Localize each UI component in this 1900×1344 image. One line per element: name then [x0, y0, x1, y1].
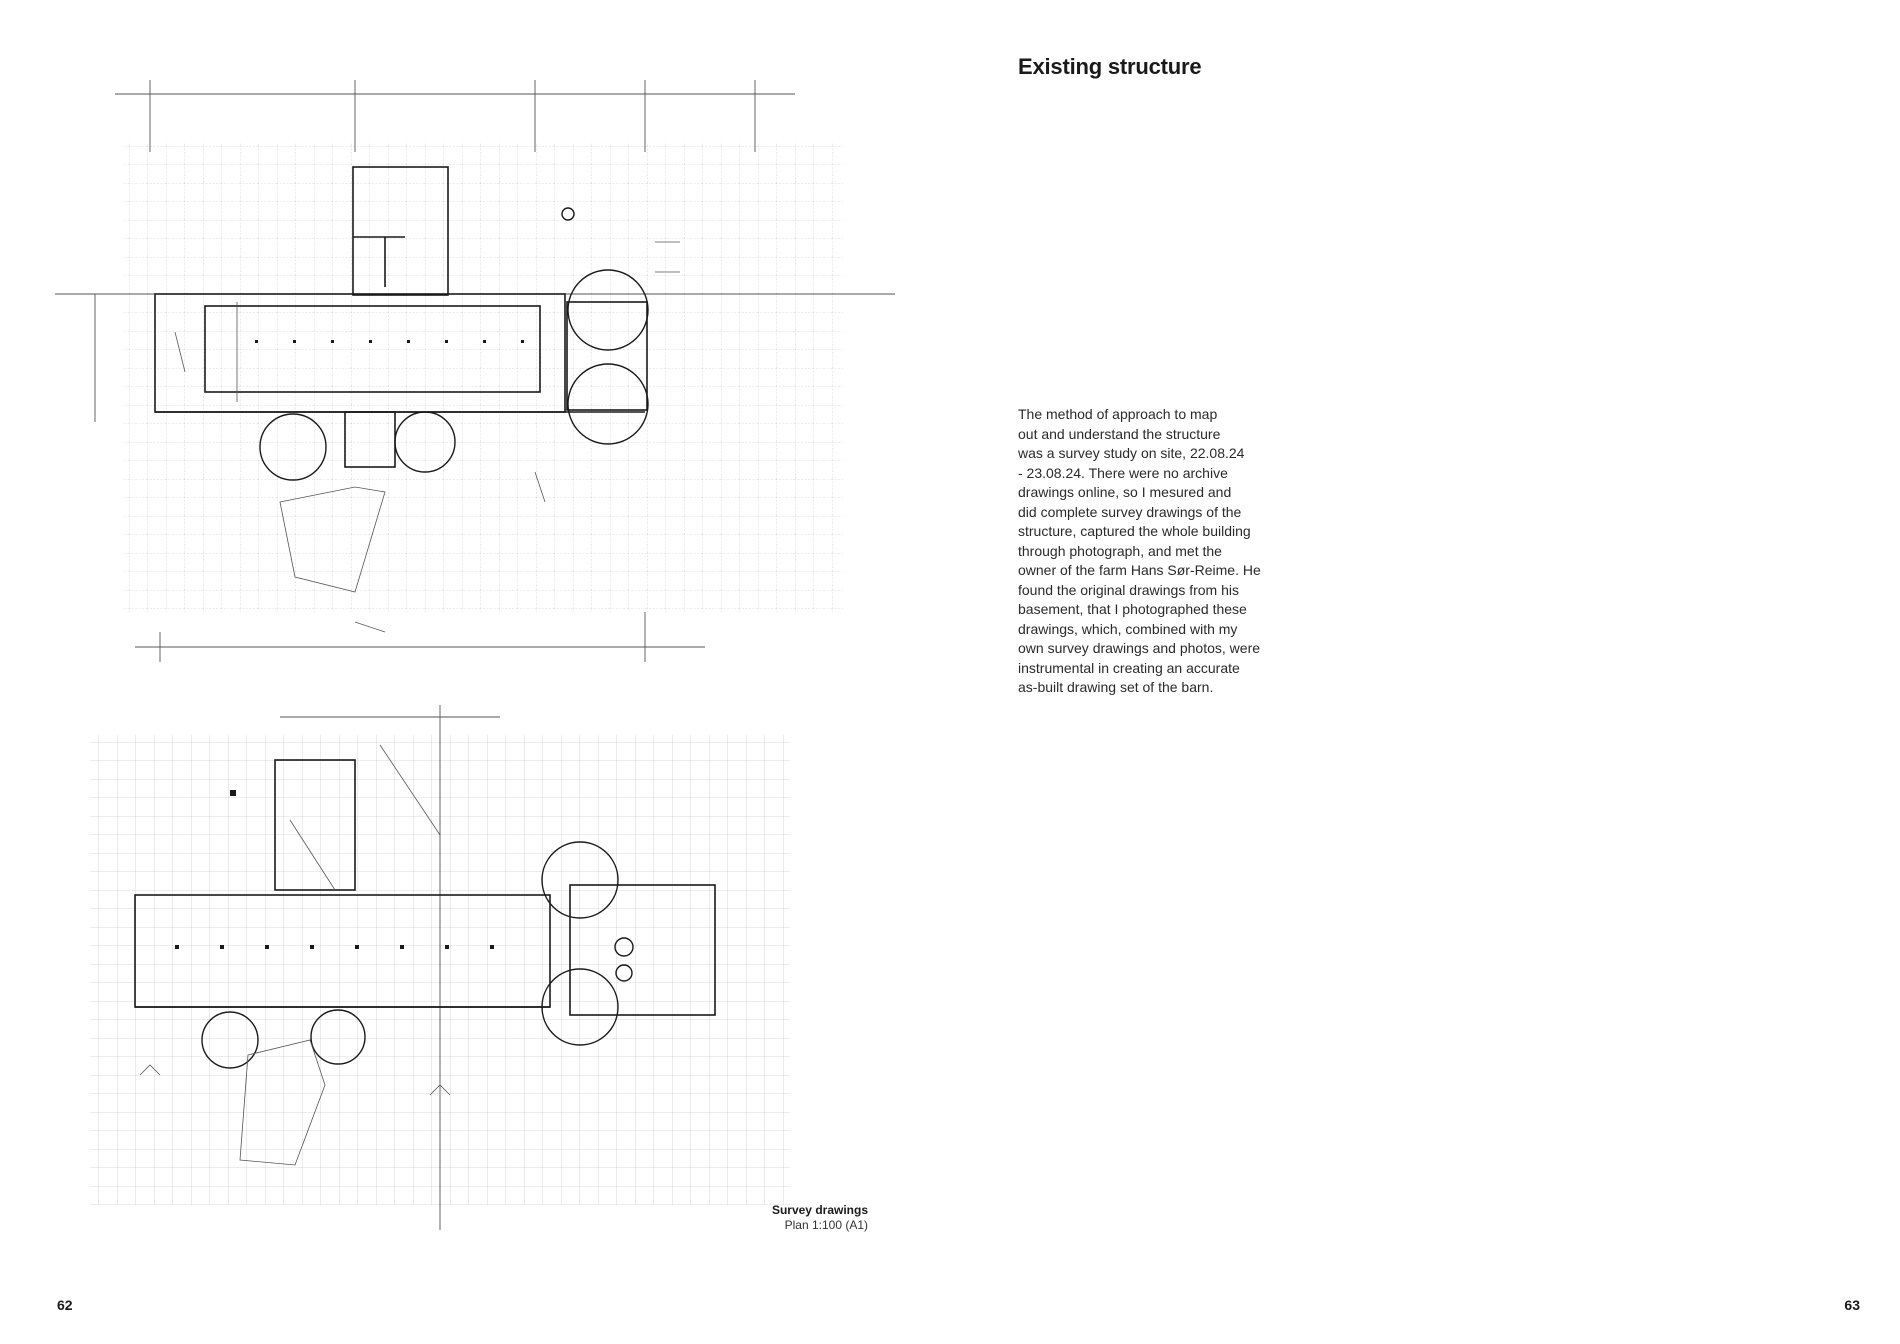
body-line: - 23.08.24. There were no archive	[1018, 464, 1228, 481]
body-line: basement, that I photographed these	[1018, 601, 1247, 617]
body-line: found the original drawings from his	[1018, 581, 1240, 598]
body-line: did complete survey drawings of the	[1018, 503, 1242, 520]
body-line: structure, captured the whole building	[1018, 523, 1251, 539]
right-page	[950, 0, 1900, 1344]
body-line: The method of approach to map	[1018, 406, 1218, 422]
caption-subtitle: Plan 1:100 (A1)	[784, 1218, 868, 1232]
caption-title: Survey drawings	[771, 1203, 868, 1217]
body-line: out and understand the structure	[1018, 425, 1221, 442]
page-number-right: 63	[1844, 1297, 1860, 1313]
body-line: owner of the farm Hans Sør-Reime. He	[1018, 562, 1261, 578]
body-line: own survey drawings and photos, were	[1018, 640, 1261, 656]
page-number-left: 62	[57, 1297, 73, 1313]
figure-caption	[600, 1203, 868, 1233]
body-line: drawings online, so I mesured and	[1018, 484, 1232, 500]
body-line: as-built drawing set of the barn.	[1018, 679, 1214, 695]
survey-drawing-lower	[80, 705, 800, 1235]
section-heading: Existing structure	[1018, 54, 1202, 79]
body-line: drawings, which, combined with my	[1018, 620, 1238, 637]
body-line: instrumental in creating an accurate	[1018, 659, 1240, 676]
body-line: was a survey study on site, 22.08.24	[1018, 445, 1245, 461]
survey-drawing-upper	[55, 72, 895, 672]
body-line: through photograph, and met the	[1018, 542, 1222, 559]
body-paragraph	[1018, 405, 1308, 698]
